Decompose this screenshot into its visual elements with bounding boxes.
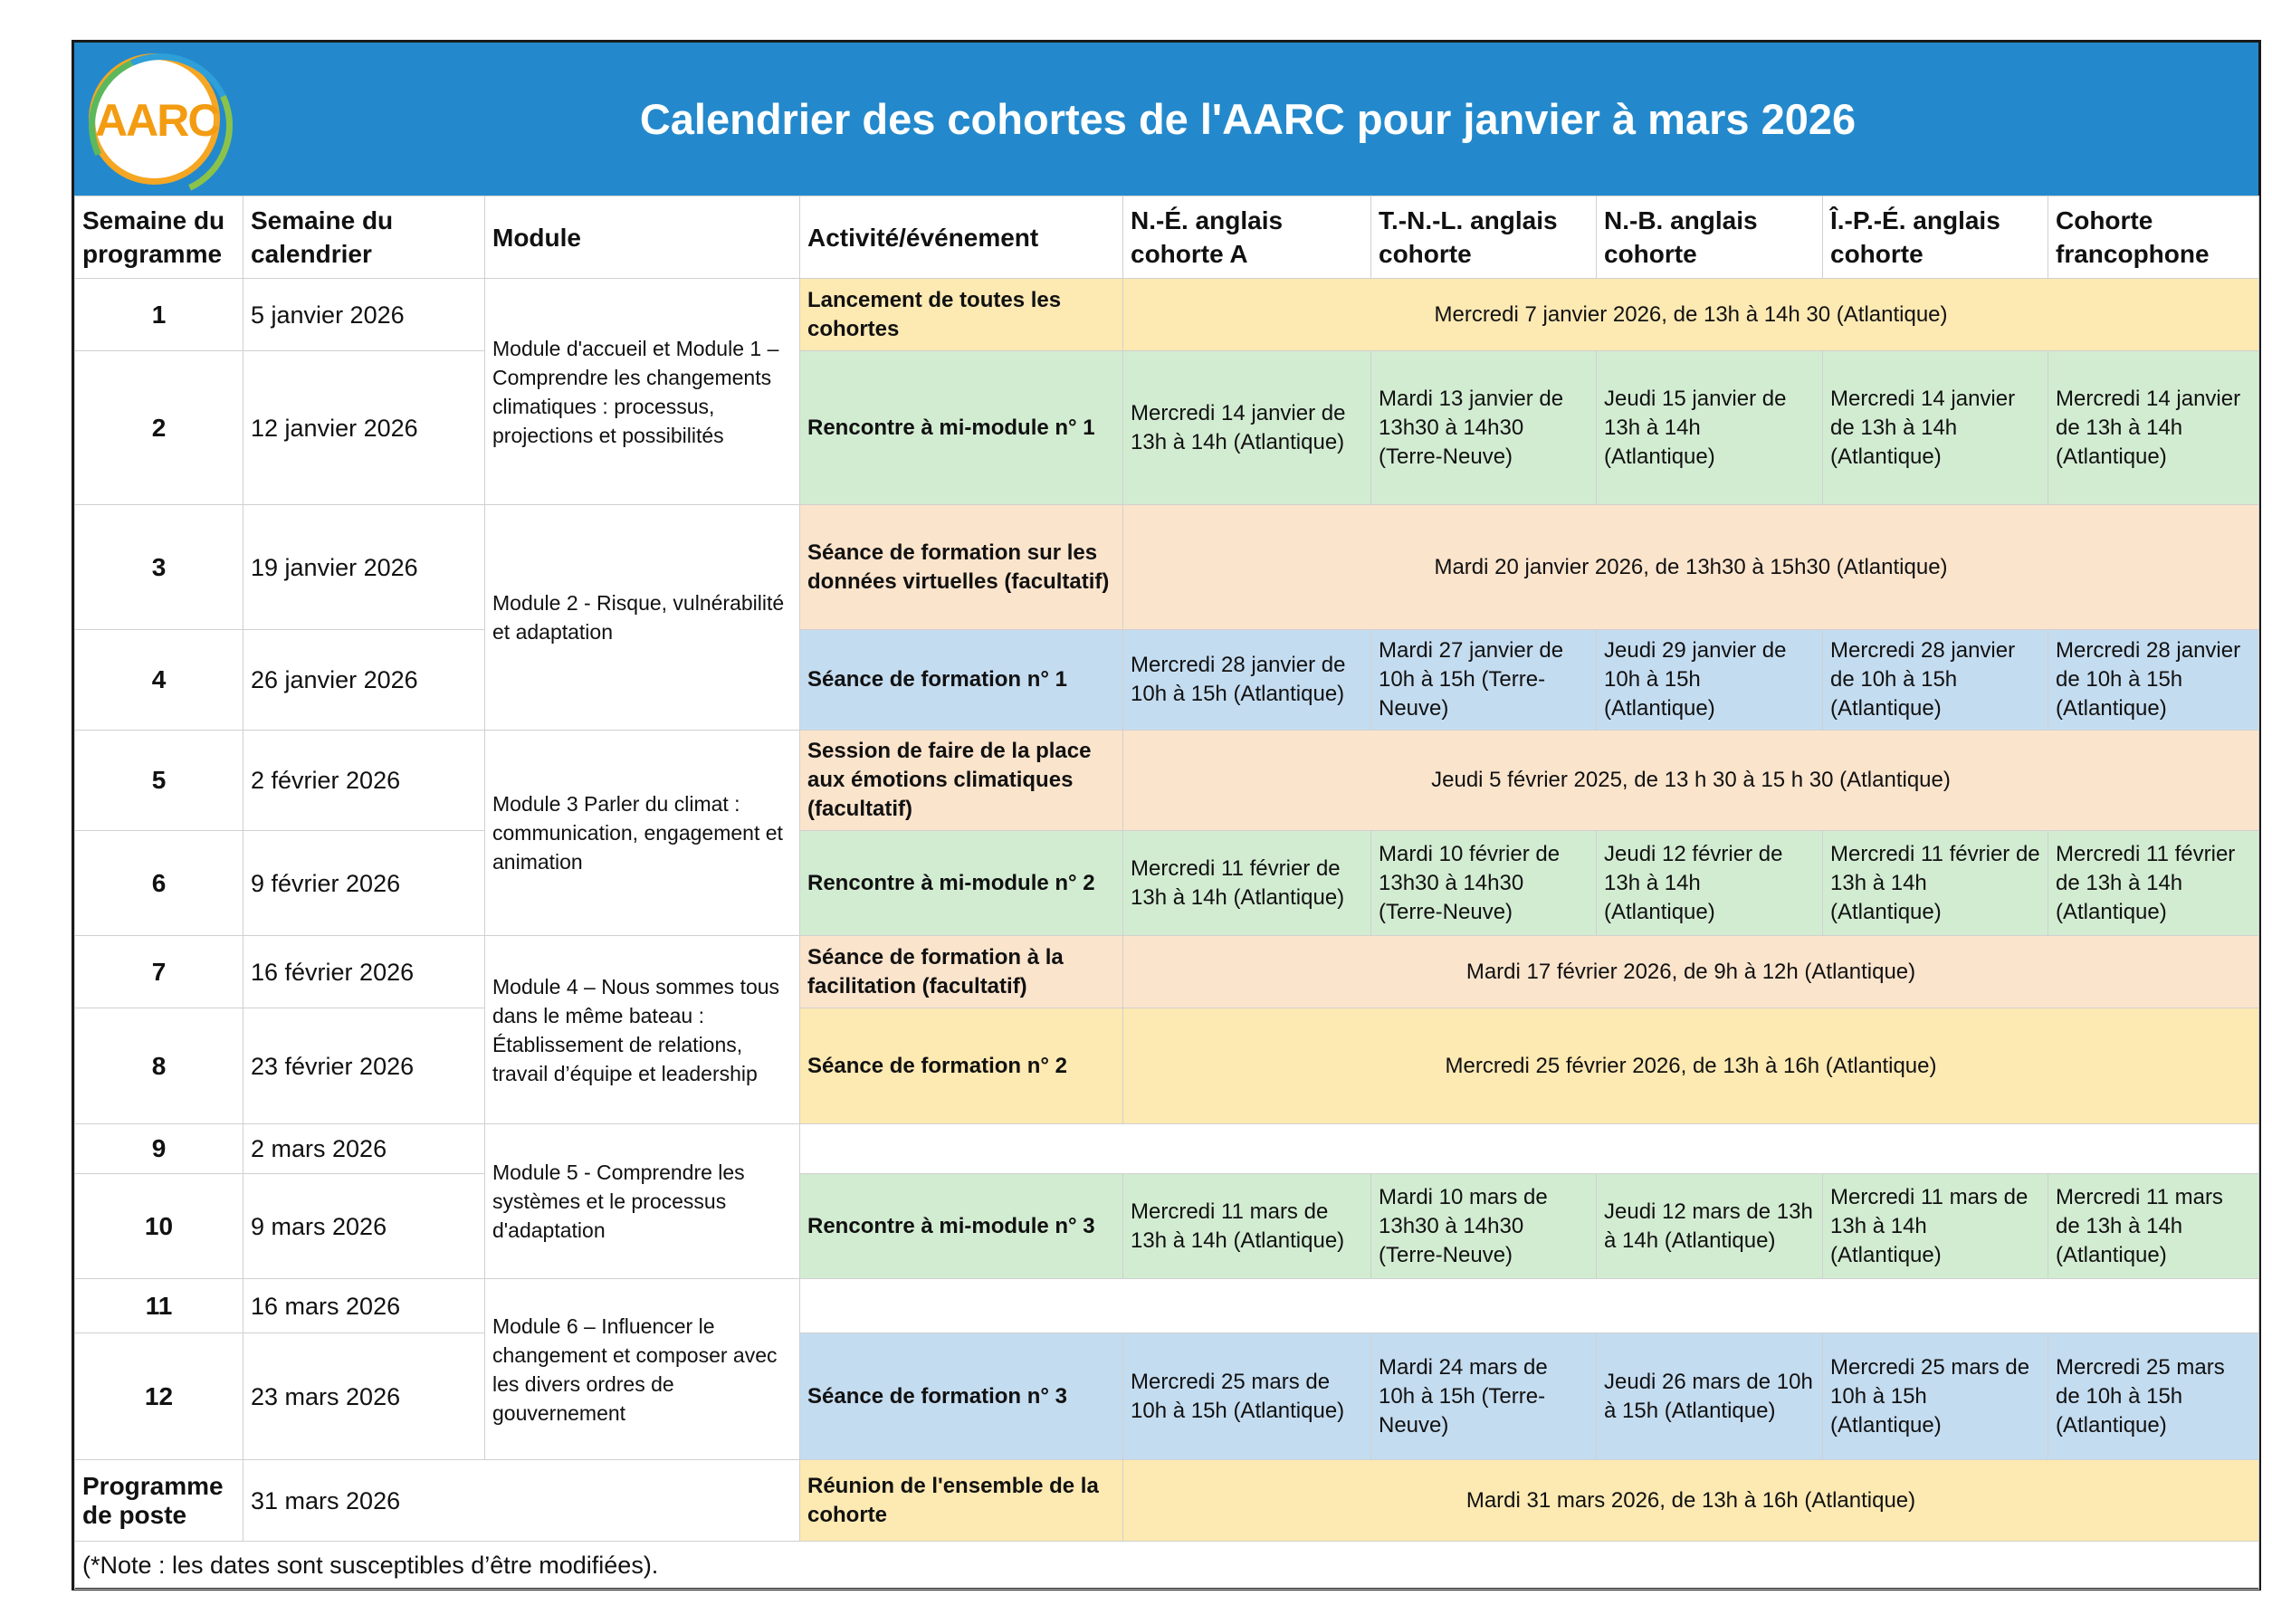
calendar-week: 5 janvier 2026 bbox=[243, 279, 485, 351]
cohort-cell: Mercredi 11 février de 13h à 14h (Atlantique) bbox=[1123, 831, 1371, 936]
activity-cell: Rencontre à mi-module n° 2 bbox=[800, 831, 1123, 936]
calendar-week: 9 mars 2026 bbox=[243, 1174, 485, 1279]
calendar-week: 9 février 2026 bbox=[243, 831, 485, 936]
col-header: T.-N.-L. anglais cohorte bbox=[1371, 196, 1597, 279]
cohort-cell: Mercredi 11 mars de 13h à 14h (Atlantique) bbox=[1123, 1174, 1371, 1279]
empty-cell bbox=[800, 1279, 2259, 1333]
col-header: N.-É. anglais cohorte A bbox=[1123, 196, 1371, 279]
col-header: Semaine du programme bbox=[75, 196, 243, 279]
program-week: 11 bbox=[75, 1279, 243, 1333]
cohort-cell: Mercredi 14 janvier de 13h à 14h (Atlantique) bbox=[1123, 351, 1371, 505]
col-header: Î.-P.-É. anglais cohorte bbox=[1823, 196, 2048, 279]
table-row bbox=[75, 1008, 2259, 1124]
cohort-cell: Jeudi 12 février de 13h à 14h (Atlantique) bbox=[1597, 831, 1823, 936]
cohort-cell: Mercredi 11 février de 13h à 14h (Atlantique) bbox=[1823, 831, 2048, 936]
cohort-cell: Mardi 10 février de 13h30 à 14h30 (Terre-Neuve) bbox=[1371, 831, 1597, 936]
calendar-week: 2 février 2026 bbox=[243, 731, 485, 831]
cohort-cell: Mercredi 14 janvier de 13h à 14h (Atlantique) bbox=[1823, 351, 2048, 505]
cohort-cell: Mercredi 25 mars de 10h à 15h (Atlantique) bbox=[1823, 1333, 2048, 1460]
header-banner bbox=[74, 43, 2258, 196]
table-row bbox=[75, 1460, 2259, 1542]
cohort-cell: Mercredi 11 mars de 13h à 14h (Atlantique) bbox=[2048, 1174, 2259, 1279]
calendar-week: 31 mars 2026 bbox=[243, 1460, 800, 1542]
empty-cell bbox=[800, 1124, 2259, 1174]
aarc-logo bbox=[89, 53, 220, 185]
cohort-cell: Mardi 24 mars de 10h à 15h (Terre-Neuve) bbox=[1371, 1333, 1597, 1460]
activity-cell: Réunion de l'ensemble de la cohorte bbox=[800, 1460, 1123, 1542]
program-week: 2 bbox=[75, 351, 243, 505]
all-cohorts-cell: Mercredi 25 février 2026, de 13h à 16h (Atlantique) bbox=[1123, 1008, 2259, 1124]
activity-cell: Session de faire de la place aux émotions climatiques (facultatif) bbox=[800, 731, 1123, 831]
program-week: 3 bbox=[75, 505, 243, 630]
program-week: 6 bbox=[75, 831, 243, 936]
cohort-cell: Jeudi 15 janvier de 13h à 14h (Atlantique) bbox=[1597, 351, 1823, 505]
calendar-document bbox=[72, 40, 2261, 1591]
cohort-cell: Mercredi 28 janvier de 10h à 15h (Atlantique) bbox=[1823, 630, 2048, 731]
table-row bbox=[75, 731, 2259, 831]
table-row bbox=[75, 505, 2259, 630]
cohort-cell: Mardi 10 mars de 13h30 à 14h30 (Terre-Neuve) bbox=[1371, 1174, 1597, 1279]
calendar-week: 19 janvier 2026 bbox=[243, 505, 485, 630]
module-cell: Module 4 – Nous sommes tous dans le même bateau : Établissement de relations, travail d’équipe et leadership bbox=[485, 936, 800, 1124]
cohort-cell: Mardi 27 janvier de 10h à 15h (Terre-Neuve) bbox=[1371, 630, 1597, 731]
schedule-table bbox=[74, 196, 2259, 1590]
calendar-week: 26 janvier 2026 bbox=[243, 630, 485, 731]
col-header: Semaine du calendrier bbox=[243, 196, 485, 279]
program-week: 12 bbox=[75, 1333, 243, 1460]
calendar-week: 16 février 2026 bbox=[243, 936, 485, 1008]
activity-cell: Séance de formation n° 2 bbox=[800, 1008, 1123, 1124]
all-cohorts-cell: Jeudi 5 février 2025, de 13 h 30 à 15 h 30 (Atlantique) bbox=[1123, 731, 2259, 831]
program-week: 5 bbox=[75, 731, 243, 831]
table-row bbox=[75, 1174, 2259, 1279]
col-header: Activité/événement bbox=[800, 196, 1123, 279]
activity-cell: Rencontre à mi-module n° 1 bbox=[800, 351, 1123, 505]
table-row bbox=[75, 351, 2259, 505]
calendar-week: 23 mars 2026 bbox=[243, 1333, 485, 1460]
module-cell: Module d'accueil et Module 1 – Comprendre les changements climatiques : processus, projections et possibilités bbox=[485, 279, 800, 505]
cohort-cell: Jeudi 29 janvier de 10h à 15h (Atlantique) bbox=[1597, 630, 1823, 731]
cohort-cell: Mercredi 25 mars de 10h à 15h (Atlantique) bbox=[2048, 1333, 2259, 1460]
table-row bbox=[75, 1333, 2259, 1460]
cohort-cell: Mercredi 11 février de 13h à 14h (Atlantique) bbox=[2048, 831, 2259, 936]
cohort-cell: Mercredi 11 mars de 13h à 14h (Atlantique) bbox=[1823, 1174, 2048, 1279]
activity-cell: Rencontre à mi-module n° 3 bbox=[800, 1174, 1123, 1279]
cohort-cell: Mardi 13 janvier de 13h30 à 14h30 (Terre-Neuve) bbox=[1371, 351, 1597, 505]
program-week: 7 bbox=[75, 936, 243, 1008]
module-cell: Module 5 - Comprendre les systèmes et le processus d'adaptation bbox=[485, 1124, 800, 1279]
calendar-week: 12 janvier 2026 bbox=[243, 351, 485, 505]
cohort-cell: Mercredi 28 janvier de 10h à 15h (Atlantique) bbox=[2048, 630, 2259, 731]
cohort-cell: Jeudi 26 mars de 10h à 15h (Atlantique) bbox=[1597, 1333, 1823, 1460]
cohort-cell: Mercredi 28 janvier de 10h à 15h (Atlantique) bbox=[1123, 630, 1371, 731]
page-title: Calendrier des cohortes de l'AARC pour janvier à mars 2026 bbox=[639, 95, 1857, 143]
module-cell: Module 2 - Risque, vulnérabilité et adaptation bbox=[485, 505, 800, 731]
col-header: N.-B. anglais cohorte bbox=[1597, 196, 1823, 279]
calendar-week: 16 mars 2026 bbox=[243, 1279, 485, 1333]
note-row bbox=[75, 1542, 2259, 1590]
cohort-cell: Mercredi 25 mars de 10h à 15h (Atlantique) bbox=[1123, 1333, 1371, 1460]
table-row bbox=[75, 279, 2259, 351]
cohort-cell: Jeudi 12 mars de 13h à 14h (Atlantique) bbox=[1597, 1174, 1823, 1279]
calendar-week: 23 février 2026 bbox=[243, 1008, 485, 1124]
logo-text: AARC bbox=[95, 95, 219, 146]
all-cohorts-cell: Mardi 20 janvier 2026, de 13h30 à 15h30 (Atlantique) bbox=[1123, 505, 2259, 630]
note-text: (*Note : les dates sont susceptibles d’être modifiées). bbox=[75, 1542, 2259, 1590]
activity-cell: Séance de formation n° 1 bbox=[800, 630, 1123, 731]
activity-cell: Séance de formation n° 3 bbox=[800, 1333, 1123, 1460]
program-week: 9 bbox=[75, 1124, 243, 1174]
program-week: 1 bbox=[75, 279, 243, 351]
program-week: 4 bbox=[75, 630, 243, 731]
cohort-cell: Mercredi 14 janvier de 13h à 14h (Atlantique) bbox=[2048, 351, 2259, 505]
table-row bbox=[75, 936, 2259, 1008]
table-row bbox=[75, 1124, 2259, 1174]
calendar-week: 2 mars 2026 bbox=[243, 1124, 485, 1174]
col-header: Cohorte francophone bbox=[2048, 196, 2259, 279]
module-cell: Module 3 Parler du climat : communication, engagement et animation bbox=[485, 731, 800, 936]
all-cohorts-cell: Mardi 17 février 2026, de 9h à 12h (Atlantique) bbox=[1123, 936, 2259, 1008]
all-cohorts-cell: Mardi 31 mars 2026, de 13h à 16h (Atlantique) bbox=[1123, 1460, 2259, 1542]
all-cohorts-cell: Mercredi 7 janvier 2026, de 13h à 14h 30 (Atlantique) bbox=[1123, 279, 2259, 351]
header-row bbox=[75, 196, 2259, 279]
col-header: Module bbox=[485, 196, 800, 279]
activity-cell: Lancement de toutes les cohortes bbox=[800, 279, 1123, 351]
activity-cell: Séance de formation à la facilitation (facultatif) bbox=[800, 936, 1123, 1008]
program-week: 8 bbox=[75, 1008, 243, 1124]
module-cell: Module 6 – Influencer le changement et composer avec les divers ordres de gouvernement bbox=[485, 1279, 800, 1460]
table-row bbox=[75, 1279, 2259, 1333]
table-row bbox=[75, 831, 2259, 936]
program-week: 10 bbox=[75, 1174, 243, 1279]
activity-cell: Séance de formation sur les données virtuelles (facultatif) bbox=[800, 505, 1123, 630]
program-week: Programme de poste bbox=[75, 1460, 243, 1542]
table-row bbox=[75, 630, 2259, 731]
